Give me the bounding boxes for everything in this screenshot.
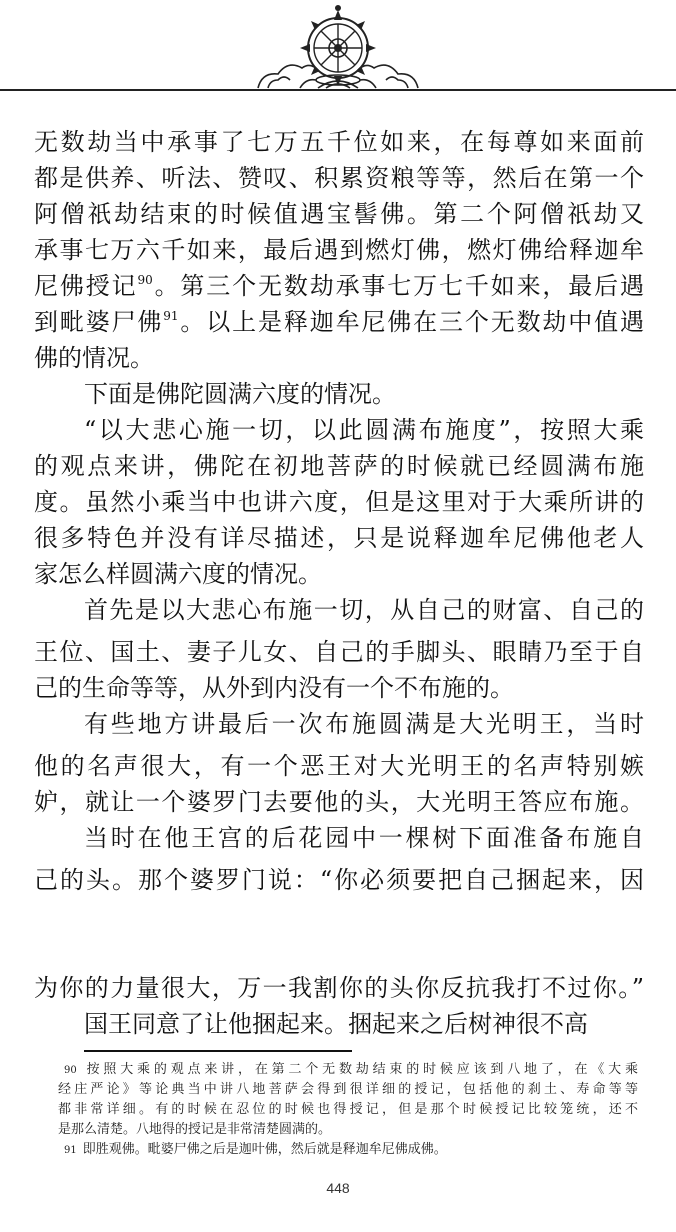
page-number: 448 [326,1180,350,1196]
body-line: 王位、国土、妻子儿女、自己的手脚头、眼睛乃至于自 [34,638,644,666]
body-line: 的观点来讲，佛陀在初地菩萨的时候就已经圆满布施 [34,452,644,480]
footnote-divider [84,1050,352,1052]
body-line: 度。虽然小乘当中也讲六度，但是这里对于大乘所讲的 [34,488,644,516]
footnote-line: 经庄严论》等论典当中讲八地菩萨会得到很详细的授记，包括他的刹土、寿命等等 [58,1082,638,1097]
footnote-ref-90[interactable]: 90 [137,273,153,287]
body-line [34,304,644,340]
paragraph-start: “以大悲心施一切，以此圆满布施度”，按照大乘 [84,416,644,444]
footnote-number: 91 [64,1145,77,1156]
footnote-number: 90 [64,1065,77,1076]
paragraph-start: 有些地方讲最后一次布施圆满是大光明王，当时 [84,710,644,738]
body-text: 尼佛授记 [34,272,138,300]
body-line: 己的生命等等，从外到内没有一个不布施的。 [34,674,514,702]
body-text: 。第三个无数劫承事七万七千如来，最后遇 [152,272,645,300]
body-line: 佛的情况。 [34,344,154,372]
paragraph-start: 下面是佛陀圆满六度的情况。 [84,380,396,408]
body-line: 己的头。那个婆罗门说：“你必须要把自己捆起来，因 [34,866,644,894]
body-line: 很多特色并没有详尽描述，只是说释迦牟尼佛他老人 [34,524,644,552]
body-line: 阿僧祇劫结束的时候值遇宝髻佛。第二个阿僧祇劫又 [34,200,644,228]
footnote-text: 即胜观佛。毗婆尸佛之后是迦叶佛，然后就是释迦牟尼佛成佛。 [82,1142,447,1157]
body-text: 。以上是释迦牟尼佛在三个无数劫中值遇 [178,308,645,336]
body-line: 妒，就让一个婆罗门去要他的头，大光明王答应布施。 [34,788,644,816]
footnote-91 [64,1140,638,1160]
footnote-ref-91[interactable]: 91 [163,309,179,323]
paragraph-start: 国王同意了让他捆起来。捆起来之后树神很不高 [84,1010,588,1038]
dharma-wheel-icon [0,0,676,110]
footnote-line: 都非常详细。有的时候在忍位的时候也得授记，但是那个时候授记比较笼统，还不 [58,1102,638,1117]
body-line: 承事七万六千如来，最后遇到燃灯佛，燃灯佛给释迦牟 [34,236,644,264]
footnote-90 [64,1060,638,1080]
body-line: 都是供养、听法、赞叹、积累资粮等等，然后在第一个 [34,164,644,192]
footnote-line: 是那么清楚。八地得的授记是非常清楚圆满的。 [58,1122,332,1137]
footnote-text: 按照大乘的观点来讲，在第二个无数劫结束的时候应该到八地了，在《大乘 [82,1062,638,1077]
body-line: 家怎么样圆满六度的情况。 [34,560,322,588]
paragraph-start: 当时在他王宫的后花园中一棵树下面准备布施自 [84,824,644,852]
body-line [34,268,644,304]
body-line: 他的名声很大，有一个恶王对大光明王的名声特别嫉 [34,752,644,780]
paragraph-start: 首先是以大悲心布施一切，从自己的财富、自己的 [84,596,644,624]
body-line: 为你的力量很大，万一我割你的头你反抗我打不过你。” [34,974,644,1002]
body-text: 到毗婆尸佛 [34,308,164,336]
body-line: 无数劫当中承事了七万五千位如来，在每尊如来面前 [34,128,644,156]
